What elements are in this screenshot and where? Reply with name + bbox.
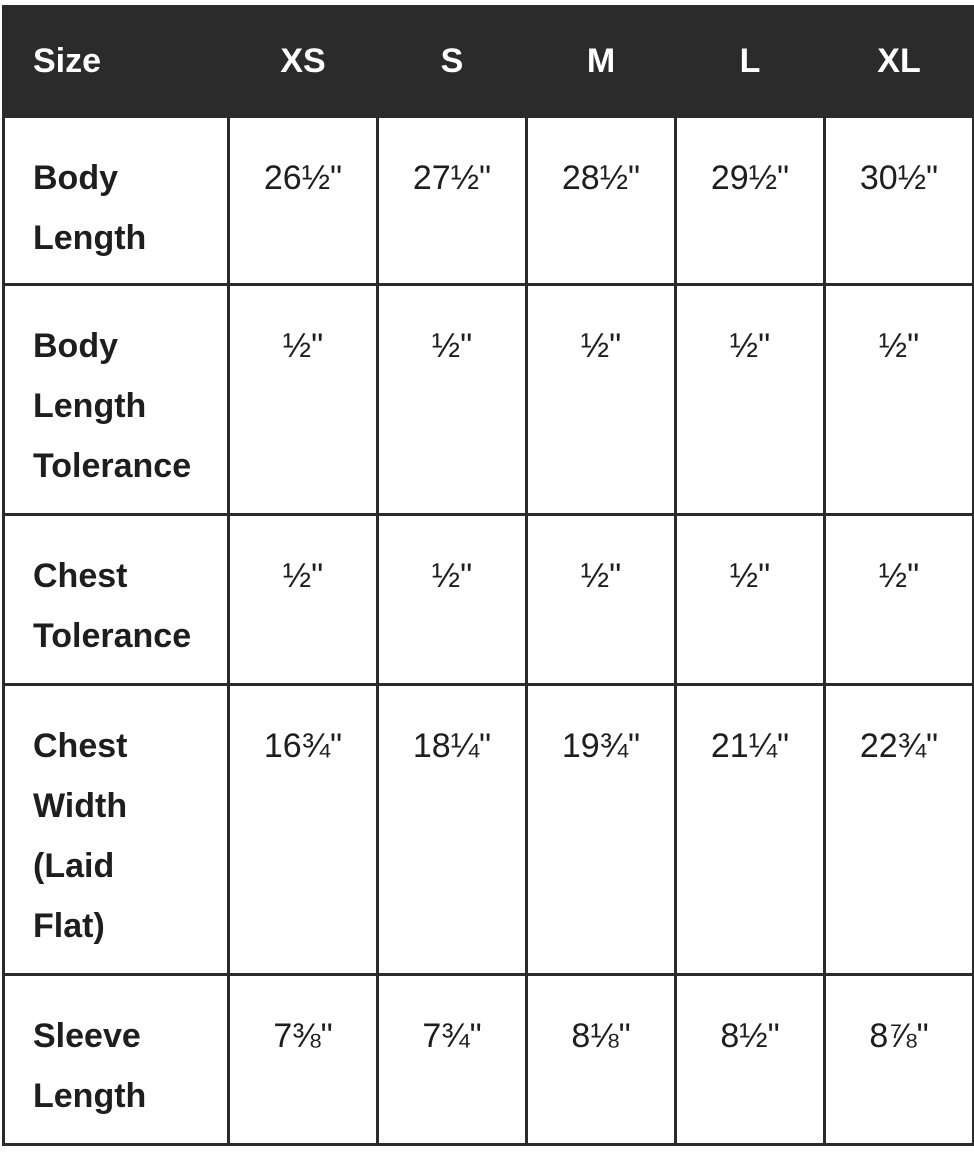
header-size-s: S <box>378 7 527 117</box>
cell-value: 28½" <box>527 117 676 285</box>
cell-value: 8⅛" <box>527 975 676 1145</box>
row-label-line: Body <box>33 159 118 197</box>
row-body-length <box>4 117 974 285</box>
row-label <box>4 285 229 515</box>
row-label-line: Width <box>33 787 128 825</box>
row-label <box>4 515 229 685</box>
cell-value: 29½" <box>676 117 825 285</box>
row-label <box>4 975 229 1145</box>
cell-value: ½" <box>229 515 378 685</box>
cell-value: ½" <box>527 285 676 515</box>
cell-value: 27½" <box>378 117 527 285</box>
header-size-xs: XS <box>229 7 378 117</box>
row-label <box>4 117 229 285</box>
header-size-l: L <box>676 7 825 117</box>
row-label-line: Body <box>33 327 118 365</box>
row-label-line: (Laid <box>33 847 115 885</box>
cell-value: 26½" <box>229 117 378 285</box>
header-row <box>4 7 974 117</box>
cell-value: 16¾" <box>229 685 378 975</box>
row-chest-tolerance <box>4 515 974 685</box>
row-chest-width <box>4 685 974 975</box>
cell-value: ½" <box>676 515 825 685</box>
cell-value: 7⅜" <box>229 975 378 1145</box>
header-size-m: M <box>527 7 676 117</box>
row-label-line: Length <box>33 1077 147 1115</box>
cell-value: 8½" <box>676 975 825 1145</box>
cell-value: 30½" <box>825 117 974 285</box>
cell-value: ½" <box>378 515 527 685</box>
row-body-length-tolerance <box>4 285 974 515</box>
cell-value: ½" <box>527 515 676 685</box>
row-label-line: Flat) <box>33 907 105 945</box>
cell-value: ½" <box>378 285 527 515</box>
cell-value: ½" <box>229 285 378 515</box>
cell-value: ½" <box>825 515 974 685</box>
row-sleeve-length <box>4 975 974 1145</box>
cell-value: 8⅞" <box>825 975 974 1145</box>
row-label-line: Sleeve <box>33 1017 141 1055</box>
cell-value: 18¼" <box>378 685 527 975</box>
row-label-line: Length <box>33 387 147 425</box>
cell-value: 19¾" <box>527 685 676 975</box>
cell-value: ½" <box>825 285 974 515</box>
cell-value: ½" <box>676 285 825 515</box>
cell-value: 7¾" <box>378 975 527 1145</box>
header-size-xl: XL <box>825 7 974 117</box>
cell-value: 22¾" <box>825 685 974 975</box>
row-label-line: Chest <box>33 727 128 765</box>
row-label-line: Tolerance <box>33 617 192 655</box>
cell-value: 21¼" <box>676 685 825 975</box>
row-label-line: Tolerance <box>33 447 192 485</box>
row-label-line: Chest <box>33 557 128 595</box>
header-size-label: Size <box>4 7 229 117</box>
row-label-line: Length <box>33 219 147 257</box>
size-chart-table <box>2 5 974 1146</box>
row-label <box>4 685 229 975</box>
